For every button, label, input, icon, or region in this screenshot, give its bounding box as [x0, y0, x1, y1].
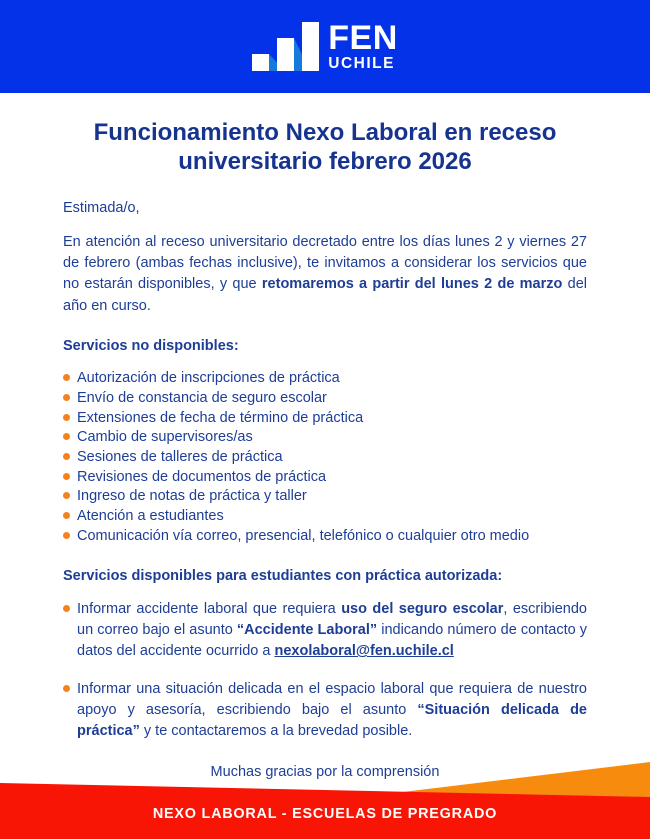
- service-item: Revisiones de documentos de práctica: [63, 468, 587, 488]
- bullet-icon: [63, 492, 70, 499]
- logo-subtitle: UCHILE: [328, 54, 395, 72]
- intro-paragraph: [63, 232, 587, 317]
- bullet-icon: [63, 414, 70, 421]
- text-segment: uso del seguro escolar: [341, 600, 504, 617]
- bullet-icon: [63, 374, 70, 381]
- service-item: Envío de constancia de seguro escolar: [63, 389, 587, 409]
- logo-name: FEN: [328, 18, 398, 57]
- footer-ribbon-graphic: [0, 759, 650, 839]
- bullet-icon: [63, 685, 70, 692]
- service-item: Autorización de inscripciones de práctica: [63, 369, 587, 389]
- header-banner: [0, 0, 650, 93]
- fen-uchile-logo: [252, 18, 398, 72]
- closing-text: Muchas gracias por la comprensión: [210, 764, 440, 781]
- service-item: Sesiones de talleres de práctica: [63, 448, 587, 468]
- text-segment: y te contactaremos a la brevedad posible.: [139, 723, 413, 740]
- text-segment: Informar una situación delicada en el espacio laboral que requiera de nuestro apoyo y asesoría, escribiendo bajo el asunto: [77, 680, 587, 718]
- bullet-icon: [63, 532, 70, 539]
- unavailable-services-list: [63, 369, 587, 546]
- text-segment: , escribiendo un correo bajo el asunto: [77, 600, 588, 638]
- text-segment: Informar accidente laboral que requiera: [77, 600, 342, 617]
- bullet-icon: [63, 453, 70, 460]
- text-segment: retomaremos a partir del lunes 2 de marzo: [261, 276, 563, 293]
- text-segment: “Accidente Laboral”: [236, 621, 378, 638]
- logo-bar-medium: [277, 38, 294, 71]
- bullet-icon: [63, 433, 70, 440]
- logo-text: [328, 18, 398, 72]
- email-link[interactable]: nexolaboral@fen.uchile.cl: [274, 643, 454, 660]
- service-item: Comunicación vía correo, presencial, telefónico o cualquier otro medio: [63, 527, 587, 547]
- text-segment: indicando número de contacto y datos del accidente ocurrido a: [77, 621, 588, 660]
- service-item: Cambio de supervisores/as: [63, 428, 587, 448]
- page-title: Funcionamiento Nexo Laboral en receso universitario febrero 2026: [93, 119, 557, 176]
- footer: [0, 759, 650, 839]
- service-item: Atención a estudiantes: [63, 507, 587, 527]
- service-item-accident: [63, 599, 587, 663]
- text-segment: En atención al receso universitario decretado entre los días lunes 2 y viernes 27 de febrero (ambas fechas inclusive), te invitamos a considerar los servicios que no estarán disponibles, y que: [63, 233, 587, 293]
- document-body: [0, 118, 650, 784]
- section-heading-available: Servicios disponibles para estudiantes con práctica autorizada:: [63, 567, 503, 584]
- available-services-list: [63, 599, 587, 743]
- footer-banner: NEXO LABORAL - ESCUELAS DE PREGRADO: [152, 805, 498, 822]
- logo-bar-small: [252, 54, 269, 71]
- bullet-icon: [63, 512, 70, 519]
- text-segment: del año en curso.: [63, 276, 588, 314]
- bullet-icon: [63, 394, 70, 401]
- bullet-icon: [63, 605, 70, 612]
- service-item-situation: [63, 679, 587, 743]
- greeting-text: Estimada/o,: [63, 199, 140, 216]
- section-heading-unavailable: Servicios no disponibles:: [63, 338, 239, 355]
- text-segment: “Situación delicada de práctica”: [77, 701, 587, 740]
- service-item: Ingreso de notas de práctica y taller: [63, 487, 587, 507]
- service-item: Extensiones de fecha de término de práctica: [63, 409, 587, 429]
- bullet-icon: [63, 473, 70, 480]
- bar-chart-logo-icon: [252, 22, 320, 71]
- logo-bar-tall: [302, 22, 319, 71]
